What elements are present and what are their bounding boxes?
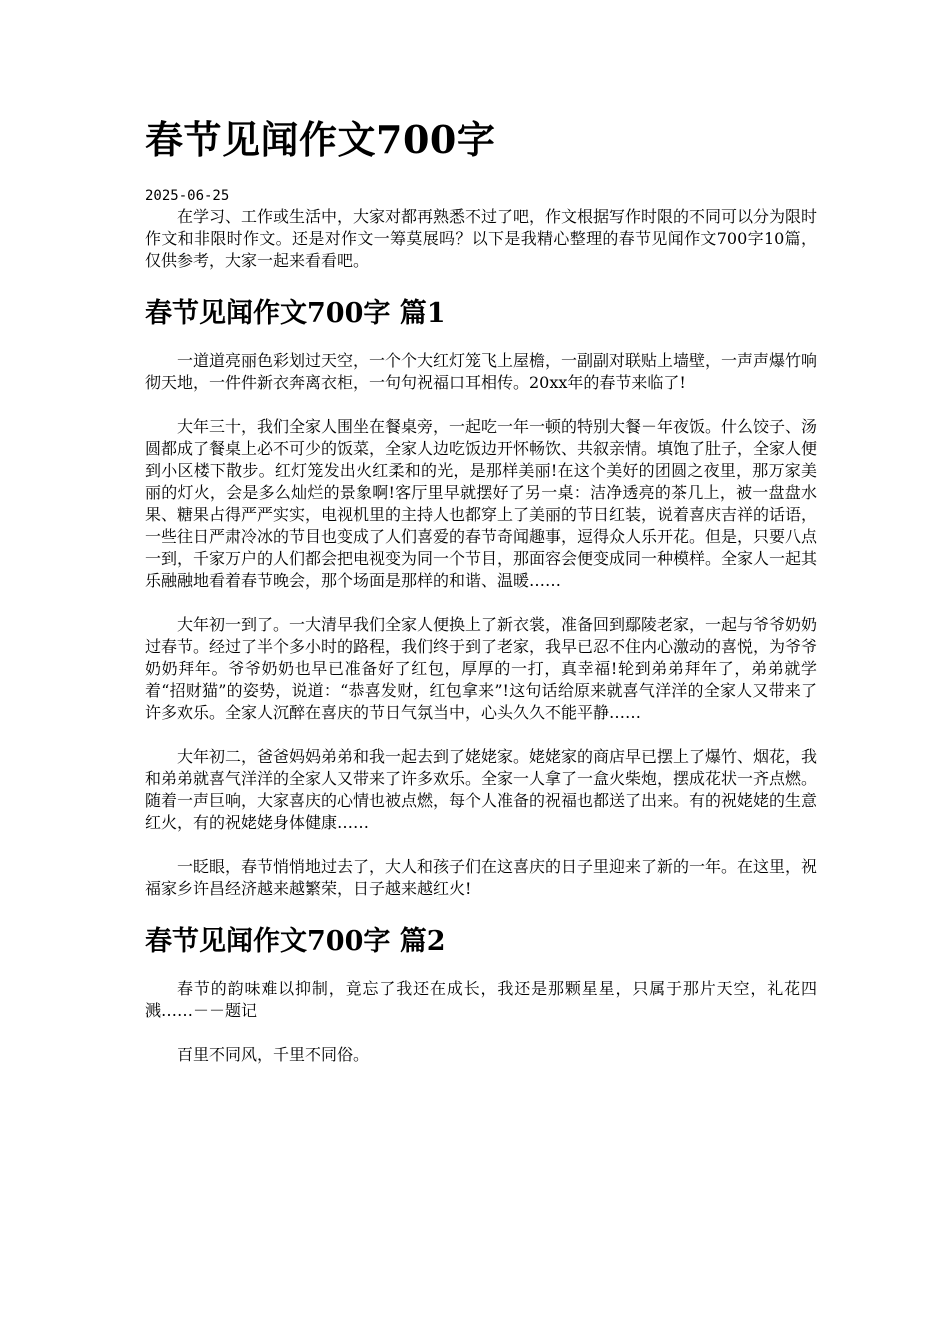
paragraph: 一眨眼，春节悄悄地过去了，大人和孩子们在这喜庆的日子里迎来了新的一年。在这里，祝福家乡许昌经济越来越繁荣，日子越来越红火!: [145, 857, 818, 898]
paragraph: 大年初一到了。一大清早我们全家人便换上了新衣裳，准备回到鄢陵老家，一起与爷爷奶奶过春节。经过了半个多小时的路程，我们终于到了老家，我早已忍不住内心激动的喜悦，为爷爷奶奶拜年。爷爷奶奶也早已准备好了红包，厚厚的一打，真幸福!轮到弟弟拜年了，弟弟就学着“招财猫”的姿势，说道：“恭喜发财，红包拿来”!这句话给原来就喜气洋洋的全家人又带来了许多欢乐。全家人沉醉在喜庆的节日气氛当中，心头久久不能平静……: [145, 615, 818, 722]
intro-paragraph: 在学习、工作或生活中，大家对都再熟悉不过了吧，作文根据写作时限的不同可以分为限时作文和非限时作文。还是对作文一筹莫展吗？以下是我精心整理的春节见闻作文700字10篇，仅供参考，大家一起来看看吧。: [145, 207, 818, 270]
section-heading: 春节见闻作文700字 篇2: [145, 926, 446, 957]
paragraph: 百里不同风，千里不同俗。: [177, 1045, 370, 1064]
section-heading: 春节见闻作文700字 篇1: [145, 298, 446, 329]
essay-section-2: [145, 922, 817, 1066]
page-title: 春节见闻作文700字: [145, 117, 496, 162]
essay-section-1: [145, 294, 817, 900]
document-page: [145, 112, 817, 1088]
paragraph: 大年三十，我们全家人围坐在餐桌旁，一起吃一年一顿的特别大餐－年夜饭。什么饺子、汤圆都成了餐桌上必不可少的饭菜，全家人边吃饭边开怀畅饮、共叙亲情。填饱了肚子，全家人便到小区楼下散步。红灯笼发出火红柔和的光，是那样美丽!在这个美好的团圆之夜里，那万家美丽的灯火，会是多么灿烂的景象啊!客厅里早就摆好了另一桌：洁净透亮的茶几上，被一盘盘水果、糖果占得严严实实，电视机里的主持人也都穿上了美丽的节日红装，说着喜庆吉祥的话语，一些往日严肃冷冰的节目也变成了人们喜爱的春节奇闻趣事，逗得众人乐开花。但是，只要八点一到，千家万户的人们都会把电视变为同一个节目，那面容会便变成同一种模样。全家人一起其乐融融地看着春节晚会，那个场面是那样的和谐、温暖……: [145, 417, 818, 590]
paragraph: 大年初二，爸爸妈妈弟弟和我一起去到了姥姥家。姥姥家的商店早已摆上了爆竹、烟花，我和弟弟就喜气洋洋的全家人又带来了许多欢乐。全家一人拿了一盒火柴炮，摆成花状一齐点燃。随着一声巨响，大家喜庆的心情也被点燃，每个人准备的祝福也都送了出来。有的祝姥姥的生意红火，有的祝姥姥身体健康……: [145, 747, 818, 832]
publish-date: 2025-06-25: [145, 188, 230, 204]
paragraph: 一道道亮丽色彩划过天空，一个个大红灯笼飞上屋檐，一副副对联贴上墙壁，一声声爆竹响彻天地，一件件新衣奔离衣柜，一句句祝福口耳相传。20xx年的春节来临了!: [145, 351, 818, 392]
paragraph: 春节的韵味难以抑制，竟忘了我还在成长，我还是那颗星星，只属于那片天空，礼花四溅……－－题记: [145, 979, 817, 1020]
